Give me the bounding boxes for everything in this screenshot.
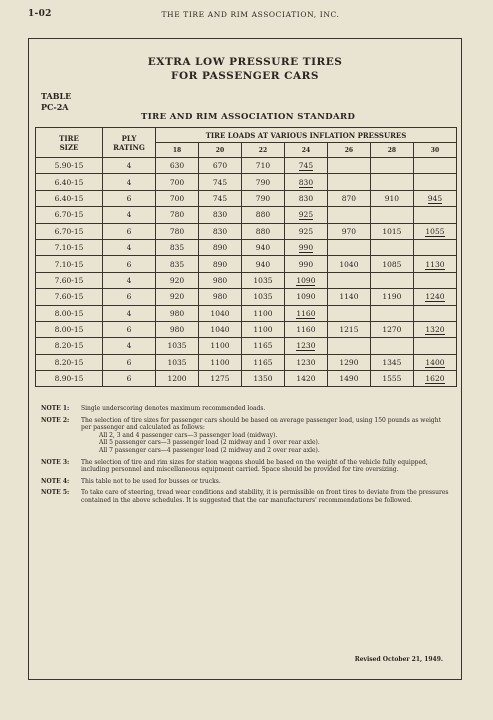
notes-section — [41, 405, 449, 509]
load-value: 835 — [169, 259, 185, 269]
tire-size-cell: 7.60-15 — [36, 272, 103, 288]
load-value: 980 — [212, 292, 228, 302]
load-value: 830 — [212, 210, 228, 220]
load-value: 1490 — [339, 374, 359, 384]
load-cell — [370, 256, 413, 272]
load-cell — [284, 371, 327, 387]
load-cell — [413, 256, 456, 272]
load-cell — [370, 158, 413, 174]
table-row — [36, 354, 457, 370]
note-sub-item: All 2, 3 and 4 passenger cars—3 passenger load (midway). — [99, 431, 278, 439]
load-cell — [156, 371, 199, 387]
load-cell — [284, 305, 327, 321]
note-label: NOTE 4: — [41, 477, 70, 485]
load-value: 790 — [255, 193, 271, 203]
load-cell — [241, 174, 284, 190]
pressure-header: 26 — [327, 143, 370, 158]
load-value: 700 — [169, 193, 185, 203]
load-value: 1165 — [253, 341, 273, 351]
load-cell — [370, 223, 413, 239]
load-cell — [370, 174, 413, 190]
load-value: 1320 — [425, 325, 445, 335]
pressure-header: 24 — [284, 143, 327, 158]
ply-rating-cell: 4 — [103, 239, 156, 255]
load-cell — [156, 289, 199, 305]
load-cell — [198, 256, 241, 272]
load-value: 1100 — [210, 357, 230, 367]
tire-size-cell: 7.10-15 — [36, 239, 103, 255]
load-cell — [327, 256, 370, 272]
load-cell — [284, 158, 327, 174]
load-cell — [241, 354, 284, 370]
load-cell — [241, 190, 284, 206]
load-cell — [284, 321, 327, 337]
load-cell — [413, 174, 456, 190]
load-cell — [370, 338, 413, 354]
load-cell — [241, 256, 284, 272]
tire-size-cell: 6.70-15 — [36, 207, 103, 223]
load-value: 745 — [212, 177, 228, 187]
load-cell — [370, 289, 413, 305]
tire-size-cell: 5.90-15 — [36, 158, 103, 174]
load-cell — [327, 223, 370, 239]
ply-rating-cell: 4 — [103, 174, 156, 190]
table-row — [36, 256, 457, 272]
load-cell — [327, 158, 370, 174]
load-value: 1160 — [296, 308, 316, 318]
load-value: 835 — [169, 243, 185, 253]
page-header — [28, 9, 473, 23]
note-text: The selection of tire sizes for passenger cars should be based on average passenger load, using 150 pounds as weight per passenger and calculated as follows: — [81, 416, 442, 432]
load-value: 890 — [212, 259, 228, 269]
col-header-ply-line2: RATING — [113, 142, 145, 152]
load-value: 925 — [298, 226, 314, 236]
table-label-line-1: TABLE — [41, 91, 72, 101]
load-cell — [241, 289, 284, 305]
load-cell — [241, 239, 284, 255]
load-cell — [413, 371, 456, 387]
load-value: 1400 — [425, 357, 445, 367]
load-value: 1215 — [339, 325, 359, 335]
load-cell — [370, 207, 413, 223]
load-cell — [327, 305, 370, 321]
load-value: 1160 — [296, 325, 316, 335]
load-value: 1085 — [382, 259, 402, 269]
tire-size-cell: 7.10-15 — [36, 256, 103, 272]
col-header-tire-size-line2: SIZE — [59, 142, 79, 152]
load-cell — [327, 207, 370, 223]
revision-date: Revised October 21, 1949. — [354, 656, 443, 663]
load-value: 970 — [341, 226, 357, 236]
note-text-block — [81, 478, 449, 486]
load-cell — [198, 289, 241, 305]
ply-rating-cell: 6 — [103, 223, 156, 239]
table-row — [36, 305, 457, 321]
load-cell — [284, 272, 327, 288]
note-label: NOTE 1: — [41, 405, 70, 412]
ply-rating-cell: 4 — [103, 305, 156, 321]
load-cell — [370, 305, 413, 321]
load-cell — [413, 239, 456, 255]
note-text-block — [81, 459, 449, 474]
load-value: 1035 — [253, 275, 273, 285]
load-cell — [327, 289, 370, 305]
tire-size-cell: 6.40-15 — [36, 190, 103, 206]
load-cell — [156, 321, 199, 337]
load-cell — [370, 272, 413, 288]
load-cell — [327, 338, 370, 354]
pressure-header: 22 — [241, 143, 284, 158]
table-row — [36, 158, 457, 174]
load-cell — [156, 223, 199, 239]
table-row — [36, 289, 457, 305]
load-value: 1090 — [296, 275, 316, 285]
load-cell — [413, 272, 456, 288]
note-text: The selection of tire and rim sizes for station wagons should be based on the weight of the vehicle fully equipped, including personnel and miscellaneous equipment carried. Space should be provided for tire oversizing. — [81, 458, 428, 474]
load-value: 940 — [255, 243, 271, 253]
page-title — [29, 55, 461, 83]
note-sub-item: All 7 passenger cars—4 passenger load (2 midway and 2 over rear axle). — [99, 446, 320, 454]
load-cell — [413, 223, 456, 239]
load-value: 1555 — [382, 374, 402, 384]
load-cell — [413, 289, 456, 305]
load-cell — [413, 207, 456, 223]
load-cell — [241, 321, 284, 337]
load-value: 945 — [427, 193, 443, 203]
ply-rating-cell: 6 — [103, 354, 156, 370]
load-cell — [284, 256, 327, 272]
load-cell — [327, 354, 370, 370]
title-line-2: FOR PASSENGER CARS — [171, 70, 319, 82]
pressure-header: 28 — [370, 143, 413, 158]
load-cell — [156, 190, 199, 206]
load-value: 1420 — [296, 374, 316, 384]
note-label: NOTE 5: — [41, 489, 70, 497]
table-label — [41, 91, 71, 113]
load-value: 1040 — [210, 325, 230, 335]
load-value: 920 — [169, 292, 185, 302]
col-header-ply-rating — [103, 128, 156, 158]
load-value: 1350 — [253, 374, 273, 384]
load-value: 1035 — [167, 357, 187, 367]
load-cell — [370, 190, 413, 206]
load-cell — [156, 256, 199, 272]
load-cell — [198, 174, 241, 190]
load-value: 630 — [169, 161, 185, 171]
load-value: 1040 — [339, 259, 359, 269]
table-row — [36, 272, 457, 288]
load-value: 910 — [384, 193, 400, 203]
load-value: 1200 — [167, 374, 187, 384]
ply-rating-cell: 6 — [103, 321, 156, 337]
note-item — [41, 459, 449, 474]
ply-rating-cell: 6 — [103, 371, 156, 387]
load-cell — [241, 272, 284, 288]
load-cell — [198, 158, 241, 174]
load-value: 1055 — [425, 226, 445, 236]
load-value: 940 — [255, 259, 271, 269]
note-text-block — [81, 489, 449, 504]
load-cell — [284, 289, 327, 305]
note-item — [41, 417, 449, 455]
load-cell — [284, 223, 327, 239]
ply-rating-cell: 4 — [103, 272, 156, 288]
ply-rating-cell: 4 — [103, 338, 156, 354]
ply-rating-cell: 6 — [103, 190, 156, 206]
load-value: 980 — [169, 308, 185, 318]
load-cell — [413, 338, 456, 354]
load-value: 1015 — [382, 226, 402, 236]
note-label: NOTE 3: — [41, 458, 70, 466]
load-value: 1040 — [210, 308, 230, 318]
load-value: 890 — [212, 243, 228, 253]
table-row — [36, 190, 457, 206]
tire-size-cell: 8.00-15 — [36, 321, 103, 337]
load-cell — [327, 239, 370, 255]
load-cell — [241, 305, 284, 321]
load-cell — [413, 190, 456, 206]
load-value: 1275 — [210, 374, 230, 384]
load-cell — [284, 354, 327, 370]
note-text: To take care of steering, tread wear conditions and stability, it is permissible on front tires to deviate from the pressures contained in the above schedules. It is suggested that the car manufacturers' recommendations be followed. — [81, 489, 449, 504]
tire-size-cell: 7.60-15 — [36, 289, 103, 305]
tire-size-cell: 6.40-15 — [36, 174, 103, 190]
load-cell — [198, 338, 241, 354]
load-value: 780 — [169, 210, 185, 220]
load-cell — [327, 272, 370, 288]
load-value: 1290 — [339, 357, 359, 367]
load-value: 780 — [169, 226, 185, 236]
load-value: 1130 — [425, 259, 445, 269]
load-value: 1035 — [253, 292, 273, 302]
load-cell — [198, 305, 241, 321]
load-cell — [284, 239, 327, 255]
pressure-header: 20 — [198, 143, 241, 158]
ply-rating-cell: 6 — [103, 289, 156, 305]
load-value: 830 — [298, 177, 314, 187]
load-value: 745 — [212, 193, 228, 203]
load-value: 990 — [298, 243, 314, 253]
col-group-header-loads: TIRE LOADS AT VARIOUS INFLATION PRESSURES — [156, 128, 457, 143]
table-row — [36, 207, 457, 223]
load-cell — [413, 354, 456, 370]
note-sub-item: All 5 passenger cars—3 passenger load (2 midway and 1 over rear axle). — [99, 439, 320, 447]
load-value: 880 — [255, 210, 271, 220]
table-row — [36, 223, 457, 239]
col-header-tire-size — [36, 128, 103, 158]
load-cell — [241, 158, 284, 174]
load-value: 1270 — [382, 325, 402, 335]
load-value: 1190 — [382, 292, 402, 302]
load-value: 1090 — [296, 292, 316, 302]
ply-rating-cell: 4 — [103, 158, 156, 174]
note-item — [41, 478, 449, 486]
table-subtitle: TIRE AND RIM ASSOCIATION STANDARD — [141, 112, 356, 122]
load-cell — [156, 272, 199, 288]
load-value: 1230 — [296, 341, 316, 351]
load-cell — [241, 371, 284, 387]
load-value: 980 — [212, 275, 228, 285]
pressure-header: 30 — [413, 143, 456, 158]
load-cell — [413, 305, 456, 321]
load-value: 980 — [169, 325, 185, 335]
table-row — [36, 239, 457, 255]
load-cell — [198, 239, 241, 255]
note-text-block — [81, 405, 449, 413]
load-cell — [156, 354, 199, 370]
note-label: NOTE 2: — [41, 416, 70, 424]
running-head: THE TIRE AND RIM ASSOCIATION, INC. — [161, 10, 340, 19]
load-value: 830 — [212, 226, 228, 236]
table-row — [36, 321, 457, 337]
note-text-block — [81, 417, 449, 455]
load-cell — [284, 174, 327, 190]
note-text: This table not to be used for busses or trucks. — [81, 477, 221, 485]
load-cell — [241, 223, 284, 239]
load-cell — [413, 158, 456, 174]
load-cell — [413, 321, 456, 337]
load-value: 990 — [298, 259, 314, 269]
load-cell — [241, 338, 284, 354]
load-value: 1100 — [253, 325, 273, 335]
load-cell — [370, 354, 413, 370]
load-value: 1140 — [339, 292, 359, 302]
note-text: Single underscoring denotes maximum recommended loads. — [81, 405, 266, 412]
load-value: 1240 — [425, 292, 445, 302]
note-item — [41, 489, 449, 504]
load-cell — [156, 305, 199, 321]
tire-size-cell: 8.20-15 — [36, 354, 103, 370]
load-cell — [156, 207, 199, 223]
load-value: 1100 — [210, 341, 230, 351]
load-value: 925 — [298, 210, 314, 220]
load-value: 1035 — [167, 341, 187, 351]
load-value: 670 — [212, 161, 228, 171]
tire-size-cell: 8.00-15 — [36, 305, 103, 321]
load-cell — [370, 321, 413, 337]
tire-size-cell: 8.90-15 — [36, 371, 103, 387]
table-label-line-2: PC-2A — [41, 102, 69, 112]
col-header-tire-size-line1: TIRE — [59, 133, 79, 143]
load-cell — [156, 338, 199, 354]
load-cell — [198, 354, 241, 370]
title-line-1: EXTRA LOW PRESSURE TIRES — [147, 56, 343, 68]
load-value: 1100 — [253, 308, 273, 318]
load-cell — [241, 207, 284, 223]
load-cell — [156, 239, 199, 255]
load-cell — [327, 371, 370, 387]
load-value: 745 — [298, 161, 314, 171]
load-cell — [198, 272, 241, 288]
tire-load-table — [35, 127, 457, 387]
table-row — [36, 338, 457, 354]
load-cell — [370, 239, 413, 255]
load-cell — [284, 338, 327, 354]
ply-rating-cell: 4 — [103, 207, 156, 223]
load-cell — [198, 190, 241, 206]
load-value: 1165 — [253, 357, 273, 367]
load-value: 1345 — [382, 357, 402, 367]
load-cell — [327, 174, 370, 190]
load-cell — [370, 371, 413, 387]
load-cell — [327, 321, 370, 337]
load-cell — [198, 321, 241, 337]
load-cell — [156, 174, 199, 190]
load-cell — [198, 207, 241, 223]
tire-size-cell: 8.20-15 — [36, 338, 103, 354]
load-value: 870 — [341, 193, 357, 203]
load-value: 920 — [169, 275, 185, 285]
page-number: 1-02 — [28, 9, 52, 19]
load-cell — [198, 223, 241, 239]
load-cell — [284, 207, 327, 223]
tire-size-cell: 6.70-15 — [36, 223, 103, 239]
table-row — [36, 174, 457, 190]
load-value: 1230 — [296, 357, 316, 367]
content-frame — [28, 38, 462, 680]
table-row — [36, 371, 457, 387]
load-cell — [198, 371, 241, 387]
load-cell — [284, 190, 327, 206]
load-value: 1620 — [425, 374, 445, 384]
ply-rating-cell: 6 — [103, 256, 156, 272]
col-header-ply-line1: PLY — [121, 133, 137, 143]
load-value: 700 — [169, 177, 185, 187]
load-value: 880 — [255, 226, 271, 236]
pressure-header: 18 — [156, 143, 199, 158]
load-value: 830 — [298, 193, 314, 203]
note-item — [41, 405, 449, 413]
load-value: 790 — [255, 177, 271, 187]
load-cell — [327, 190, 370, 206]
load-cell — [156, 158, 199, 174]
load-value: 710 — [255, 161, 271, 171]
